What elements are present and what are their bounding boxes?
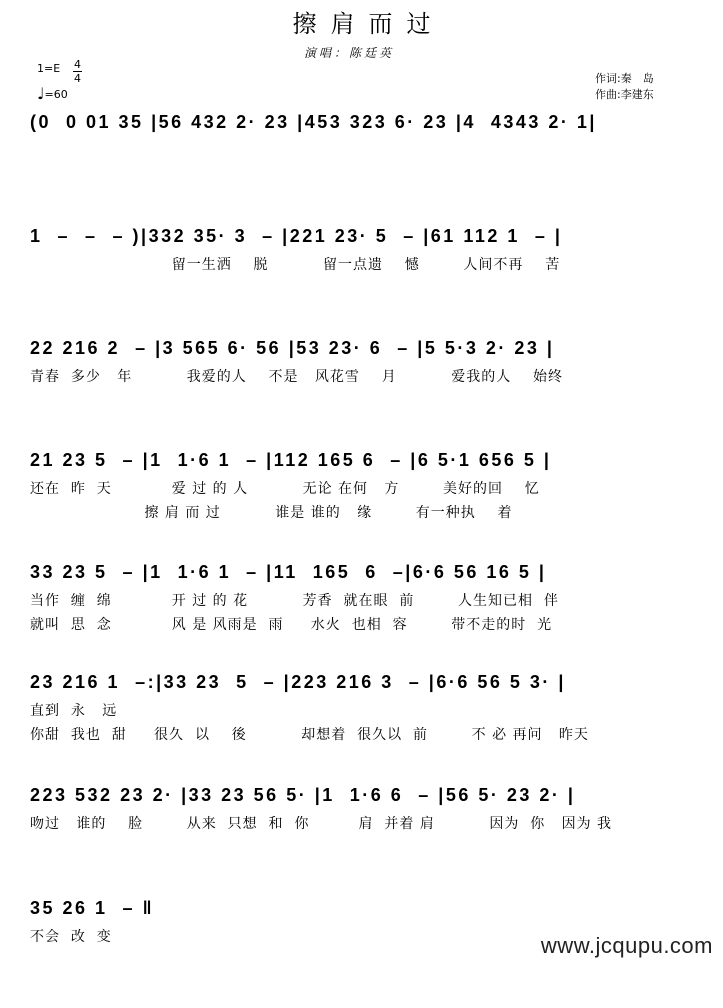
lyric-line: 直到 永 远 bbox=[30, 703, 118, 719]
score-row bbox=[0, 562, 723, 672]
site-watermark: www.jcqupu.com bbox=[540, 933, 713, 958]
time-signature-bottom: 4 bbox=[74, 72, 81, 85]
lyricist-credit: 作词:秦 岛 bbox=[595, 72, 654, 85]
lyric-line: 留一生洒 脱 留一点遗 憾 人间不再 苦 bbox=[30, 257, 561, 273]
notation-line: 22 216 2 – |3 565 6· 56 |53 23· 6 – |5 5·3 2· 23 | bbox=[30, 338, 555, 358]
lyric-line: 你甜 我也 甜 很久 以 後 却想着 很久以 前 不 必 再问 昨天 bbox=[30, 727, 589, 743]
time-signature-top: 4 bbox=[74, 58, 81, 71]
score-row bbox=[0, 112, 723, 222]
composer-credit: 作曲:李建东 bbox=[595, 88, 654, 101]
notation-line: 1 – – – )|332 35· 3 – |221 23· 5 – |61 112 1 – | bbox=[30, 226, 563, 246]
lyric-line: 青春 多少 年 我爱的人 不是 风花雪 月 爱我的人 始终 bbox=[30, 369, 564, 385]
tempo-value: =60 bbox=[44, 88, 68, 101]
lyric-line: 当作 缠 绵 开 过 的 花 芳香 就在眼 前 人生知已相 伴 bbox=[30, 593, 559, 609]
lyric-line: 就叫 思 念 风 是 风雨是 雨 水火 也相 容 带不走的时 光 bbox=[30, 617, 553, 633]
notation-line: 21 23 5 – |1 1·6 1 – |112 165 6 – |6 5·1 656 5 | bbox=[30, 450, 552, 470]
song-title: 擦肩而过 bbox=[292, 10, 445, 38]
score-row bbox=[0, 226, 723, 336]
lyric-line: 擦 肩 而 过 谁是 谁的 缘 有一种执 着 bbox=[30, 505, 513, 521]
lyric-line: 不会 改 变 bbox=[30, 929, 112, 945]
singer-credit: 演唱：陈廷英 bbox=[304, 46, 395, 60]
notation-line: 23 216 1 –:|33 23 5 – |223 216 3 – |6·6 56 5 3· | bbox=[30, 672, 566, 692]
notation-line: 33 23 5 – |1 1·6 1 – |11 165 6 –|6·6 56 16 5 | bbox=[30, 562, 547, 582]
score-row bbox=[0, 338, 723, 448]
tempo-marking bbox=[37, 84, 68, 103]
notation-line: 35 26 1 – ‖ bbox=[30, 898, 155, 918]
key-signature: 1=E bbox=[37, 62, 61, 75]
lyric-line: 吻过 谁的 脸 从来 只想 和 你 肩 并着 肩 因为 你 因为 我 bbox=[30, 816, 613, 832]
score-row bbox=[0, 672, 723, 782]
time-signature bbox=[73, 58, 82, 85]
score-row bbox=[0, 450, 723, 560]
notation-line: (0 0 01 35 |56 432 2· 23 |453 323 6· 23 |4 4343 2· 1| bbox=[30, 112, 597, 132]
lyric-line: 还在 昨 天 爱 过 的 人 无论 在何 方 美好的回 忆 bbox=[30, 481, 540, 497]
score-row bbox=[0, 785, 723, 895]
quarter-note-icon: ♩ bbox=[37, 84, 45, 103]
notation-line: 223 532 23 2· |33 23 56 5· |1 1·6 6 – |56 5· 23 2· | bbox=[30, 785, 576, 805]
